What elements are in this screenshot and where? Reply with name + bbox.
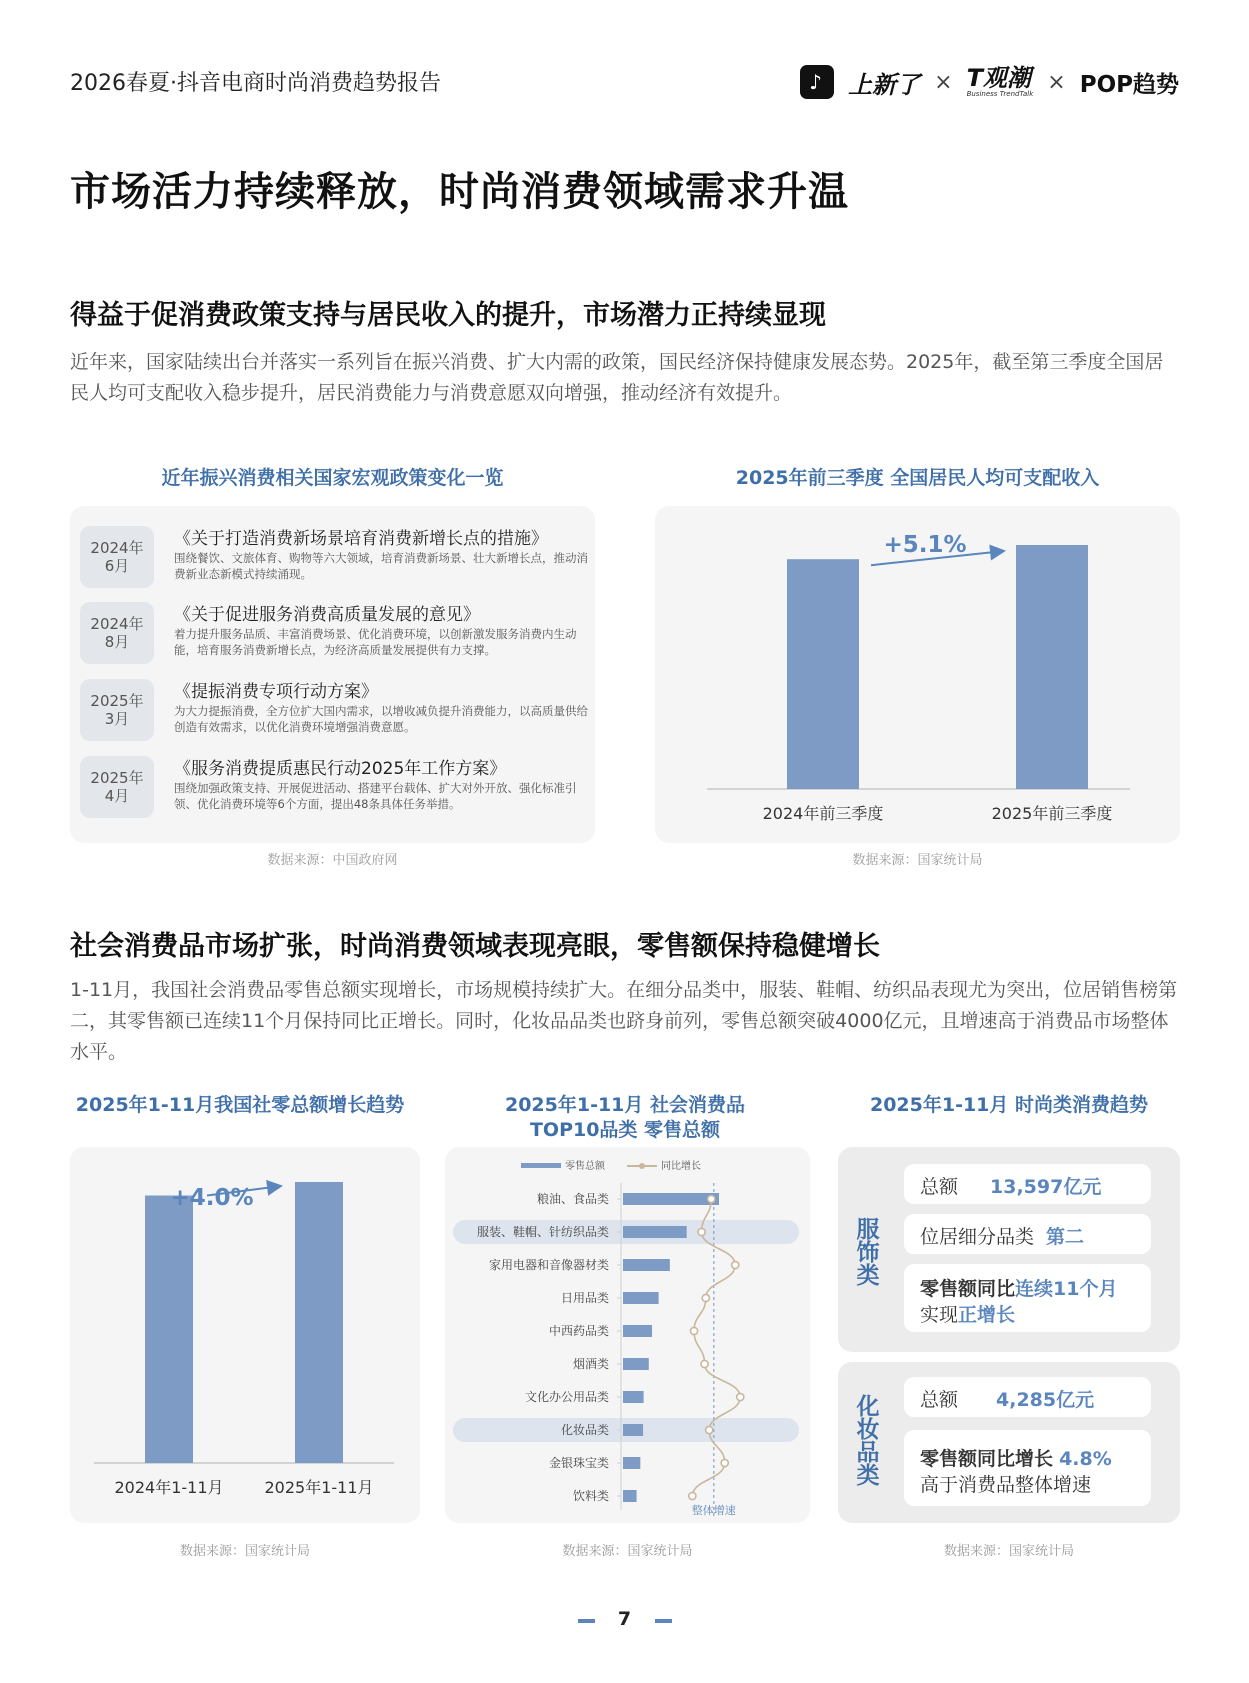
policy-item: [80, 756, 640, 818]
growth-point: [706, 1426, 713, 1433]
apparel-rank-value: 第二: [1046, 1226, 1085, 1248]
policy-desc: 围绕餐饮、文旅体育、购物等六大领域，培育消费新场景、壮大新增长点，推动消费新业态新模式持续涌现。: [174, 551, 588, 581]
legend-line-marker: [639, 1163, 645, 1169]
bar: [787, 559, 859, 789]
logo-pop: POP趋势: [1079, 71, 1179, 98]
apparel-label: 服饰类: [856, 1217, 880, 1289]
x-tick-label: 2025年前三季度: [991, 804, 1113, 823]
retail-chart: [70, 1147, 420, 1523]
policy-desc: 为大力提振消费，全方位扩大国内需求，以增收减负提升消费能力，以高质量供给创造有效需求，以优化消费环境增强消费意愿。: [174, 704, 588, 734]
x-tick-label: 2025年1-11月: [264, 1478, 374, 1497]
apparel-total-value: 13,597亿元: [990, 1176, 1102, 1198]
policy-item: [80, 526, 640, 588]
y-tick-label: 化妆品类: [560, 1423, 609, 1437]
apparel-total-label: 总额: [920, 1176, 959, 1198]
section2-paragraph: 1-11月，我国社会消费品零售总额实现增长，市场规模持续扩大。在细分品类中，服装、鞋帽、纺织品表现尤为突出，位居销售榜第二，其零售额已连续11个月保持同比正增长。同时，化妆品品类也跻身前列，零售总额突破4000亿元，且增速高于消费品市场整体水平。: [70, 979, 1178, 1063]
cosmetics-yoy-card: [904, 1430, 1151, 1506]
legend-bar-swatch: [521, 1163, 561, 1168]
policy-item: [80, 679, 640, 741]
bar: [623, 1226, 687, 1238]
report-title: 2026春夏·抖音电商时尚消费趋势报告: [70, 71, 441, 96]
cosmetics-total-card: [904, 1377, 1151, 1417]
y-tick-label: 粮油、食品类: [536, 1192, 609, 1206]
policy-name: 《提振消费专项行动方案》: [174, 682, 378, 702]
times-icon: ×: [934, 69, 953, 95]
policy-panel-title: 近年振兴消费相关国家宏观政策变化一览: [161, 467, 504, 489]
apparel-yoy-line1: 零售额同比连续11个月: [920, 1278, 1118, 1300]
growth-point: [701, 1360, 708, 1367]
top10-chart: [445, 1147, 810, 1523]
y-tick-label: 服装、鞋帽、针纺织品类: [476, 1225, 609, 1239]
logo-tguanchao: [967, 66, 1034, 98]
page-number: 7: [617, 1608, 632, 1630]
douyin-bag-icon: ♪: [800, 65, 834, 99]
y-tick-label: 文化办公用品类: [524, 1390, 609, 1404]
page-title: 市场活力持续释放，时尚消费领域需求升温: [70, 169, 849, 215]
growth-point: [702, 1294, 709, 1301]
cosmetics-panel: [838, 1362, 1180, 1523]
cosmetics-total-label: 总额: [920, 1389, 959, 1411]
apparel-yoy-line2: 实现正增长: [920, 1304, 1016, 1326]
fashion-panel-title: 2025年1-11月 时尚类消费趋势: [869, 1094, 1149, 1116]
bar: [623, 1292, 659, 1304]
growth-point: [690, 1327, 697, 1334]
policy-name: 《关于打造消费新场景培育消费新增长点的措施》: [174, 529, 548, 549]
logo-shangxinle: 上新了: [848, 70, 921, 99]
top10-panel: [445, 1147, 810, 1523]
x-tick-label: 2024年前三季度: [762, 804, 884, 823]
bar: [623, 1193, 719, 1205]
growth-point: [737, 1393, 744, 1400]
cosmetics-yoy-line1: 零售额同比增长 4.8%: [920, 1448, 1112, 1470]
apparel-yoy-card: [904, 1264, 1151, 1332]
apparel-panel: [838, 1147, 1180, 1352]
growth-point: [732, 1261, 739, 1268]
policy-desc: 着力提升服务品质、丰富消费场景、优化消费环境，以创新激发服务消费内生动能，培育服务消费新增长点，为经济高质量发展提供有力支撑。: [174, 627, 577, 657]
section2-title: 社会消费品市场扩张，时尚消费领域表现亮眼，零售额保持稳健增长: [70, 931, 880, 962]
bar: [623, 1424, 643, 1436]
apparel-total-card: [904, 1164, 1151, 1204]
y-tick-label: 家用电器和音像器材类: [488, 1258, 609, 1272]
top10-source: 数据来源：国家统计局: [562, 1544, 693, 1559]
policy-name: 《服务消费提质惠民行动2025年工作方案》: [174, 759, 507, 779]
times-icon: ×: [1047, 69, 1066, 95]
reference-label: 整体增速: [691, 1504, 736, 1517]
y-tick-label: 中西药品类: [548, 1324, 609, 1338]
policy-date: 2024年 8月: [80, 602, 154, 664]
income-panel-title: 2025年前三季度 全国居民人均可支配收入: [735, 467, 1100, 489]
bar: [623, 1358, 649, 1370]
growth-point: [698, 1228, 705, 1235]
cosmetics-yoy-line2: 高于消费品整体增速: [920, 1474, 1092, 1496]
retail-panel-title: 2025年1-11月我国社零总额增长趋势: [75, 1094, 405, 1116]
policy-date: 2025年 3月: [80, 679, 154, 741]
bar: [623, 1391, 644, 1403]
policy-name: 《关于促进服务消费高质量发展的意见》: [174, 605, 480, 625]
policy-source: 数据来源：中国政府网: [267, 853, 398, 868]
growth-point: [721, 1459, 728, 1466]
growth-label: +4.0%: [170, 1185, 254, 1211]
apparel-rank-label: 位居细分品类: [920, 1226, 1035, 1248]
policy-desc: 围绕加强政策支持、开展促进活动、搭建平台载体、扩大对外开放、强化标准引领、优化消费环境等6个方面，提出48条具体任务举措。: [174, 781, 577, 811]
growth-point: [708, 1195, 715, 1202]
y-tick-label: 日用品类: [560, 1291, 609, 1305]
top10-panel-title: 2025年1-11月 社会消费品 TOP10品类 零售总额: [504, 1094, 746, 1141]
bar: [623, 1325, 652, 1337]
income-source: 数据来源：国家统计局: [852, 853, 983, 868]
bar: [623, 1457, 640, 1469]
y-tick-label: 烟酒类: [572, 1357, 609, 1371]
income-chart: [655, 506, 1180, 843]
policy-panel: [70, 506, 595, 843]
policy-item: [80, 602, 640, 664]
y-tick-label: 饮料类: [572, 1489, 609, 1503]
x-tick-label: 2024年1-11月: [114, 1478, 224, 1497]
growth-point: [689, 1492, 696, 1499]
income-panel: [655, 506, 1180, 843]
bar: [1016, 545, 1088, 789]
legend-line-label: 同比增长: [661, 1161, 701, 1172]
cosmetics-label: 化妆品类: [856, 1394, 880, 1489]
bar: [623, 1259, 670, 1271]
policy-date: 2024年 6月: [80, 526, 154, 588]
bar: [623, 1490, 637, 1502]
page-dash-right: [655, 1619, 672, 1623]
fashion-source: 数据来源：国家统计局: [943, 1544, 1074, 1559]
policy-date: 2025年 4月: [80, 756, 154, 818]
logo-tguanchao-sub: Business TrendTalk: [966, 90, 1034, 98]
growth-label: +5.1%: [883, 532, 967, 558]
bar: [145, 1196, 193, 1463]
section1-paragraph: 近年来，国家陆续出台并落实一系列旨在振兴消费、扩大内需的政策，国民经济保持健康发展态势。2025年，截至第三季度全国居民人均可支配收入稳步提升，居民消费能力与消费意愿双向增强，推动经济有效提升。: [70, 351, 1164, 404]
logo-tguanchao-main: T观潮: [966, 64, 1031, 92]
apparel-rank-card: [904, 1214, 1151, 1254]
retail-panel: [70, 1147, 420, 1523]
section1-title: 得益于促消费政策支持与居民收入的提升，市场潜力正持续显现: [70, 300, 826, 331]
cosmetics-total-value: 4,285亿元: [996, 1389, 1095, 1411]
legend-bar-label: 零售总额: [565, 1161, 605, 1172]
partner-logos: [800, 62, 1179, 102]
y-tick-label: 金银珠宝类: [548, 1456, 609, 1470]
bar: [295, 1182, 343, 1463]
retail-source: 数据来源：国家统计局: [179, 1544, 310, 1559]
